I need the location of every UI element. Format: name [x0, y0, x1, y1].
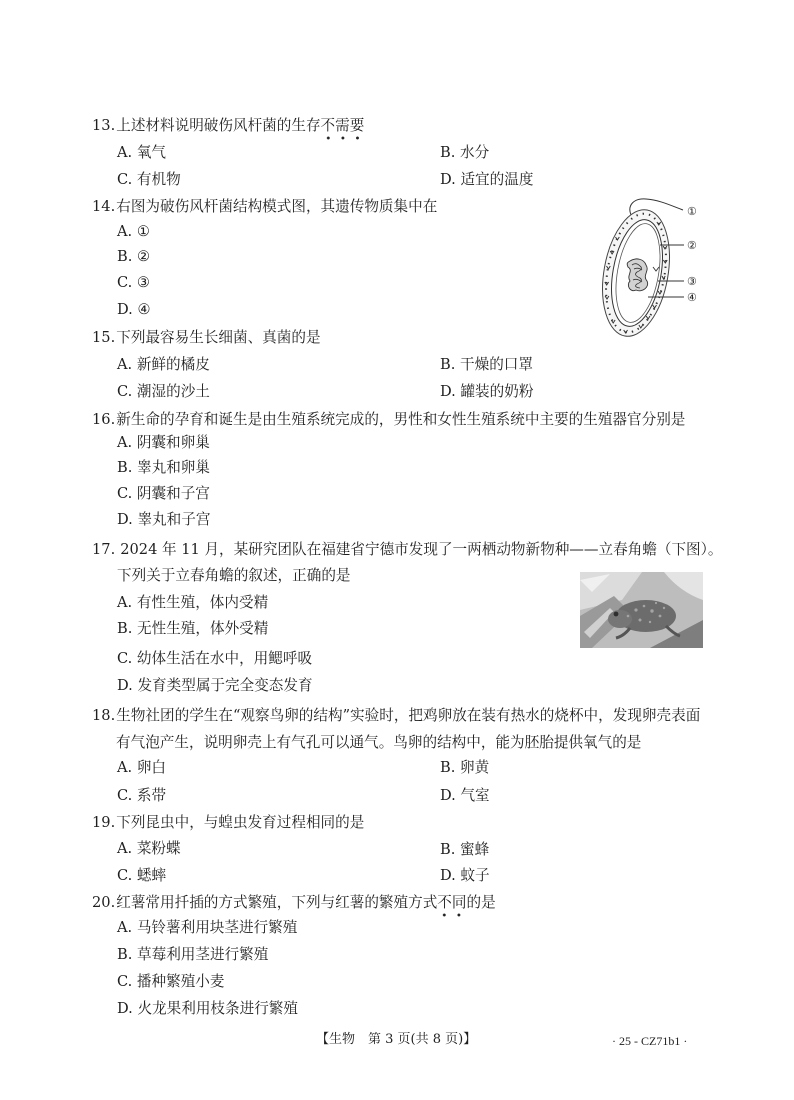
question-text-end: 的是	[466, 894, 496, 911]
question-number: 19.	[92, 814, 116, 831]
option-19-c: C. 蟋蟀	[117, 867, 167, 884]
option-13-c: C. 有机物	[117, 171, 181, 188]
option-17-b: B. 无性生殖，体外受精	[117, 620, 269, 637]
question-number: 18.	[92, 707, 116, 724]
question-17-stem	[92, 540, 723, 560]
option-14-d: D. ④	[117, 301, 151, 318]
option-15-d: D. 罐装的奶粉	[440, 383, 534, 400]
option-20-a: A. 马铃薯利用块茎进行繁殖	[117, 919, 298, 936]
frog-eye	[614, 612, 619, 617]
option-19-d: D. 蚊子	[440, 867, 490, 884]
question-number: 14.	[92, 198, 116, 215]
label-1: ①	[687, 205, 697, 218]
frog-head	[608, 610, 632, 628]
question-16-stem	[92, 410, 685, 430]
option-15-b: B. 干燥的口罩	[440, 356, 533, 373]
bacterium-diagram	[590, 195, 715, 345]
question-text: 生物社团的学生在“观察鸟卵的结构”实验时，把鸡卵放在装有热水的烧杯中，发现卵壳表面	[116, 707, 701, 724]
option-15-a: A. 新鲜的橘皮	[117, 356, 210, 373]
question-number: 16.	[92, 411, 116, 428]
question-17-stem-line-2: 下列关于立春角蟾的叙述，正确的是	[117, 567, 351, 584]
question-18-stem	[92, 706, 700, 726]
option-20-d: D. 火龙果利用枝条进行繁殖	[117, 1000, 298, 1017]
option-18-b: B. 卵黄	[440, 759, 490, 776]
option-17-d: D. 发育类型属于完全变态发育	[117, 677, 313, 694]
option-16-b: B. 睾丸和卵巢	[117, 459, 210, 476]
question-18-stem-line-2: 有气泡产生，说明卵壳上有气孔可以通气。鸟卵的结构中，能为胚胎提供氧气的是	[116, 734, 642, 751]
option-20-c: C. 播种繁殖小麦	[117, 973, 225, 990]
option-14-c: C. ③	[117, 274, 151, 291]
frog-photo	[580, 572, 703, 648]
option-18-d: D. 气室	[440, 787, 490, 804]
question-text: 红薯常用扦插的方式繁殖，下列与红薯的繁殖方式	[116, 894, 438, 911]
question-number: 15.	[92, 329, 116, 346]
page-footer-subject: 【生物 第 3 页(共 8 页)】	[316, 1032, 477, 1047]
option-19-a: A. 菜粉蝶	[117, 840, 181, 857]
question-13-stem	[92, 116, 364, 136]
option-14-a: A. ①	[117, 223, 150, 240]
question-text: 上述材料说明破伤风杆菌的生存	[116, 117, 321, 134]
question-19-stem	[92, 813, 364, 833]
question-20-stem	[92, 893, 496, 913]
option-16-a: A. 阴囊和卵巢	[117, 434, 210, 451]
option-16-d: D. 睾丸和子宫	[117, 511, 211, 528]
option-16-c: C. 阴囊和子宫	[117, 485, 210, 502]
question-number: 17.	[92, 541, 116, 558]
question-number: 13.	[92, 117, 116, 134]
label-2: ②	[687, 239, 697, 252]
label-4: ④	[687, 291, 697, 304]
option-15-c: C. 潮湿的沙土	[117, 383, 210, 400]
question-text: 下列昆虫中，与蝗虫发育过程相同的是	[116, 814, 365, 831]
option-19-b: B. 蜜蜂	[440, 841, 490, 858]
option-18-a: A. 卵白	[117, 759, 167, 776]
question-15-stem	[92, 328, 321, 348]
question-14-stem	[92, 197, 437, 217]
question-text: 新生命的孕育和诞生是由生殖系统完成的，男性和女性生殖系统中主要的生殖器官分别是	[116, 411, 686, 428]
emphasized-text: 不需要	[321, 117, 365, 140]
question-number: 20.	[92, 894, 116, 911]
question-text: 右图为破伤风杆菌结构模式图，其遗传物质集中在	[116, 198, 438, 215]
option-17-c: C. 幼体生活在水中，用鳃呼吸	[117, 650, 313, 667]
page-footer-code: · 25 - CZ71b1 ·	[612, 1034, 688, 1048]
option-13-d: D. 适宜的温度	[440, 171, 534, 188]
option-13-a: A. 氧气	[117, 144, 167, 161]
question-text: 2024 年 11 月，某研究团队在福建省宁德市发现了一两栖动物新物种——立春角蟾（下图）。	[120, 541, 723, 558]
option-17-a: A. 有性生殖，体内受精	[117, 594, 269, 611]
option-14-b: B. ②	[117, 248, 151, 265]
option-20-b: B. 草莓利用茎进行繁殖	[117, 946, 269, 963]
question-text: 下列最容易生长细菌、真菌的是	[116, 329, 321, 346]
emphasized-text: 不同	[437, 894, 466, 917]
label-3: ③	[687, 275, 697, 288]
option-18-c: C. 系带	[117, 787, 167, 804]
option-13-b: B. 水分	[440, 144, 490, 161]
